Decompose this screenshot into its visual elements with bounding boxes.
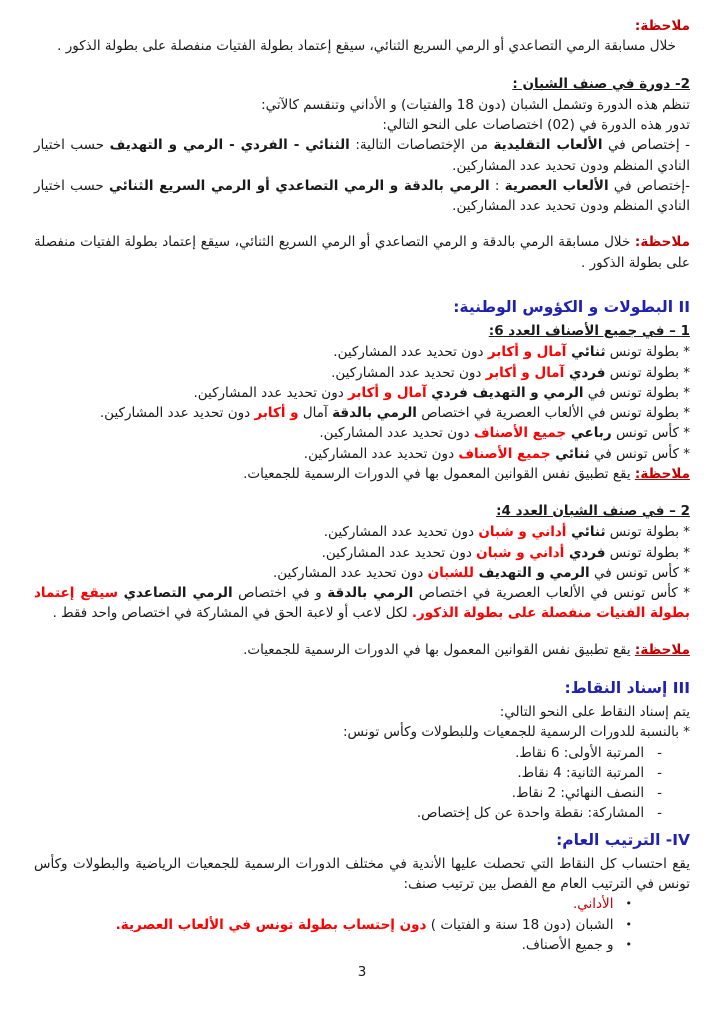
bullet-marker: • bbox=[625, 937, 632, 951]
paragraph: * بطولة تونس فردي أداني و شبان دون تحديد عدد المشاركين. bbox=[321, 544, 690, 561]
bullet-list-item bbox=[34, 894, 690, 914]
spacer bbox=[34, 660, 690, 672]
paragraph: يقع احتساب كل النقاط التي تحصلت عليها الأندية في مختلف الدورات الرسمية للجمعيات الرياضية والبطولات وكأس تونس في الترتيب العام مع الفصل بين ترتيب صنف: bbox=[34, 855, 690, 892]
list-item-text: النصف النهائي: 2 نقاط. bbox=[511, 785, 645, 801]
dash-marker: - bbox=[657, 785, 662, 801]
dash-list-item bbox=[34, 783, 690, 803]
dash-marker: - bbox=[657, 805, 662, 822]
note-paragraph: ملاحظة: bbox=[634, 18, 690, 34]
paragraph: يتم إسناد النقاط على النحو التالي: bbox=[499, 704, 690, 720]
chapter-heading: III إسناد النقاط: bbox=[564, 678, 690, 697]
paragraph: * كأس تونس في الرمي و التهديف للشبان دون تحديد عدد المشاركين. bbox=[272, 564, 690, 581]
bullet-marker: • bbox=[625, 917, 632, 931]
section-heading: 2 – في صنف الشبان العدد 4: bbox=[496, 503, 690, 519]
section-heading: 1 – في جميع الأصناف العدد 6: bbox=[488, 323, 690, 339]
paragraph: * بطولة تونس ثنائي آمال و أكابر دون تحديد عدد المشاركين. bbox=[333, 344, 690, 361]
bullet-list-item bbox=[34, 935, 690, 955]
chapter-heading: II البطولات و الكؤوس الوطنية: bbox=[453, 297, 690, 316]
paragraph: خلال مسابقة الرمي التصاعدي أو الرمي السريع الثنائي، سيقع إعتماد بطولة الفتيات منفصلة على بطولة الذكور . bbox=[57, 38, 676, 55]
spacer bbox=[34, 484, 690, 500]
note-paragraph: ملاحظة: يقع تطبيق نفس القوانين المعمول بها في الدورات الرسمية للجمعيات. bbox=[243, 641, 690, 658]
dash-list-item bbox=[34, 763, 690, 783]
note-paragraph: ملاحظة: يقع تطبيق نفس القوانين المعمول بها في الدورات الرسمية للجمعيات. bbox=[243, 465, 690, 482]
bullet-list-item bbox=[34, 915, 690, 935]
note-paragraph: ملاحظة: خلال مسابقة الرمي بالدقة و الرمي التصاعدي أو الرمي السريع الثنائي، سيقع إعتماد بطولة الفتيات منفصلة على بطولة الذكور . bbox=[34, 234, 690, 271]
dash-list-item bbox=[34, 803, 690, 823]
dash-list-item bbox=[34, 743, 690, 763]
paragraph: * كأس تونس رباعي جميع الأصناف دون تحديد عدد المشاركين. bbox=[319, 425, 690, 442]
list-item-text: المرتبة الأولى: 6 نقاط. bbox=[515, 744, 645, 761]
list-item-text: المشاركة: نقطة واحدة عن كل إختصاص. bbox=[416, 805, 645, 822]
section-heading: 2- دورة في صنف الشبان : bbox=[512, 75, 690, 92]
paragraph: -إختصاص في الألعاب العصرية : الرمي بالدقة و الرمي التصاعدي أو الرمي السريع الثنائي حسب اختيار النادي المنظم ودون تحديد عدد المشاركين. bbox=[34, 177, 690, 214]
dash-marker: - bbox=[657, 764, 662, 781]
paragraph: * كأس تونس في الألعاب العصرية في اختصاص الرمي بالدقة و في اختصاص الرمي التصاعدي سيقع إعتماد بطولة الفتيات منفصلة على بطولة الذكور. لكل لاعب أو لاعبة الحق في المشاركة في اختصاص واحد فقط . bbox=[34, 585, 690, 622]
paragraph: - إختصاص في الألعاب التقليدية من الإختصاصات التالية: الثنائي - الفردي - الرمي و التهديف حسب اختيار النادي المنظم ودون تحديد عدد المشاركين. bbox=[34, 137, 690, 174]
paragraph: تدور هذه الدورة في (02) اختصاصات على النحو التالي: bbox=[382, 117, 690, 133]
paragraph: * بالنسبة للدورات الرسمية للجمعيات وللبطولات وكأس تونس: bbox=[342, 724, 690, 741]
paragraph: * كأس تونس في ثنائي جميع الأصناف دون تحديد عدد المشاركين. bbox=[303, 445, 690, 462]
list-item-text: المرتبة الثانية: 4 نقاط. bbox=[517, 764, 645, 781]
dash-marker: - bbox=[657, 744, 662, 761]
paragraph: * بطولة تونس في الألعاب العصرية في اختصاص الرمي بالدقة آمال و أكابر دون تحديد عدد المشاركين. bbox=[99, 405, 690, 421]
document-body bbox=[34, 16, 690, 955]
paragraph: تنظم هذه الدورة وتشمل الشبان (دون 18 والفتيات) و الأداني وتنقسم كالآتي: bbox=[261, 96, 690, 113]
spacer bbox=[34, 273, 690, 291]
list-item-text: و جميع الأصناف. bbox=[521, 936, 614, 953]
spacer bbox=[34, 216, 690, 232]
spacer bbox=[34, 57, 690, 73]
chapter-heading: IV- الترتيب العام: bbox=[556, 830, 690, 849]
list-item-text: الشبان (دون 18 سنة و الفتيات ) دون إحتساب بطولة تونس في الألعاب العصرية. bbox=[115, 916, 614, 933]
page-number: 3 bbox=[357, 964, 367, 980]
paragraph: * بطولة تونس فردي آمال و أكابر دون تحديد عدد المشاركين. bbox=[331, 364, 690, 381]
bullet-marker: • bbox=[625, 897, 632, 911]
paragraph: * بطولة تونس في الرمي و التهديف فردي آمال و أكابر دون تحديد عدد المشاركين. bbox=[193, 384, 690, 401]
paragraph: * بطولة تونس ثنائي أداني و شبان دون تحديد عدد المشاركين. bbox=[323, 524, 690, 541]
list-item-text: الأداني. bbox=[572, 896, 614, 913]
spacer bbox=[34, 624, 690, 640]
